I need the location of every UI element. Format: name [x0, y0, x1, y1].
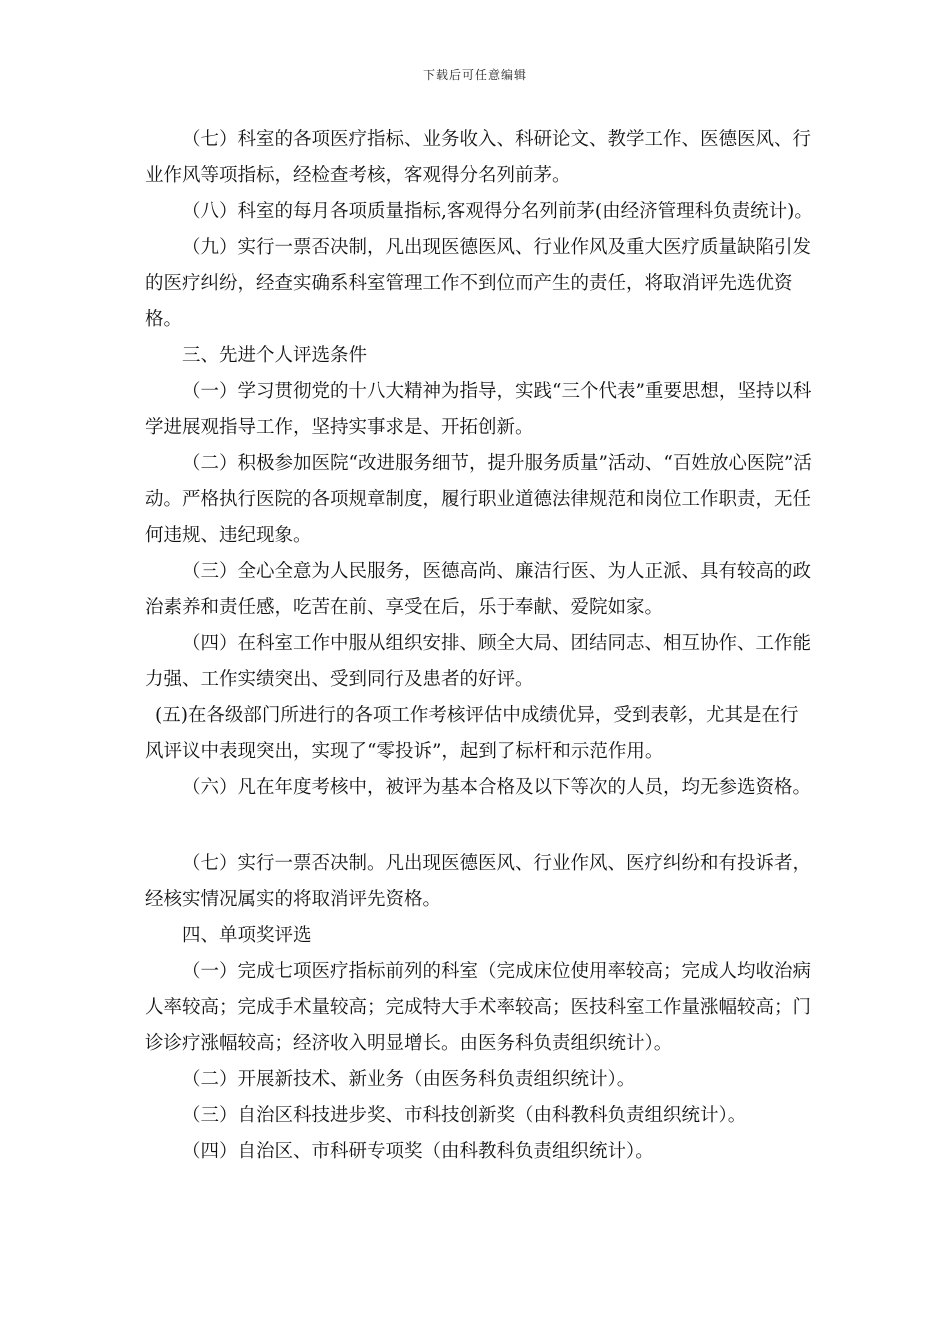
paragraph-award-1: （一）完成七项医疗指标前列的科室（完成床位使用率较高；完成人均收治病人率较高；完成手术量较高；完成特大手术率较高；医技科室工作量涨幅较高；门诊诊疗涨幅较高；经济收入明显增长。由医务科负责组织统计）。 — [145, 961, 812, 1054]
paragraph-individual-4: （四）在科室工作中服从组织安排、顾全大局、团结同志、相互协作、工作能力强、工作实绩突出、受到同行及患者的好评。 — [145, 633, 812, 690]
paragraph-individual-2: （二）积极参加医院“改进服务细节，提升服务质量”活动、“百姓放心医院”活动。严格执行医院的各项规章制度，履行职业道德法律规范和岗位工作职责，无任何违规、违纪现象。 — [145, 453, 812, 546]
paragraph-individual-6: （六）凡在年度考核中，被评为基本合格及以下等次的人员，均无参选资格。 — [182, 777, 812, 798]
paragraph-individual-5: (五)在各级部门所进行的各项工作考核评估中成绩优异，受到表彰，尤其是在行风评议中表现突出，实现了“零投诉”，起到了标杆和示范作用。 — [145, 705, 799, 762]
paragraph-award-2: （二）开展新技术、新业务（由医务科负责组织统计）。 — [182, 1069, 636, 1090]
section-heading-single-awards: 四、单项奖评选 — [182, 925, 312, 946]
paragraph-individual-7: （七）实行一票否决制。凡出现医德医风、行业作风、医疗纠纷和有投诉者，经核实情况属实的将取消评先资格。 — [145, 853, 812, 910]
paragraph-individual-3: （三）全心全意为人民服务，医德高尚、廉洁行医、为人正派、具有较高的政治素养和责任感，吃苦在前、享受在后，乐于奉献、爱院如家。 — [145, 561, 812, 618]
document-body — [145, 122, 815, 1170]
section-heading-individual-criteria: 三、先进个人评选条件 — [182, 345, 368, 366]
paragraph-7-department-indicators: （七）科室的各项医疗指标、业务收入、科研论文、教学工作、医德医风、行业作风等项指标，经检查考核，客观得分名列前茅。 — [145, 129, 812, 186]
blank-line — [145, 806, 815, 846]
paragraph-award-3: （三）自治区科技进步奖、市科技创新奖（由科教科负责组织统计）。 — [182, 1105, 747, 1126]
paragraph-8-monthly-quality: （八）科室的每月各项质量指标,客观得分名列前茅(由经济管理科负责统计)。 — [182, 201, 813, 222]
paragraph-award-4: （四）自治区、市科研专项奖（由科教科负责组织统计）。 — [182, 1141, 654, 1162]
paragraph-individual-1: （一）学习贯彻党的十八大精神为指导，实践“三个代表”重要思想，坚持以科学进展观指导工作，坚持实事求是、开拓创新。 — [145, 381, 812, 438]
paragraph-9-veto-rule: （九）实行一票否决制，凡出现医德医风、行业作风及重大医疗质量缺陷引发的医疗纠纷，经查实确系科室管理工作不到位而产生的责任，将取消评先选优资格。 — [145, 237, 812, 330]
header-note: 下载后可任意编辑 — [422, 68, 527, 82]
